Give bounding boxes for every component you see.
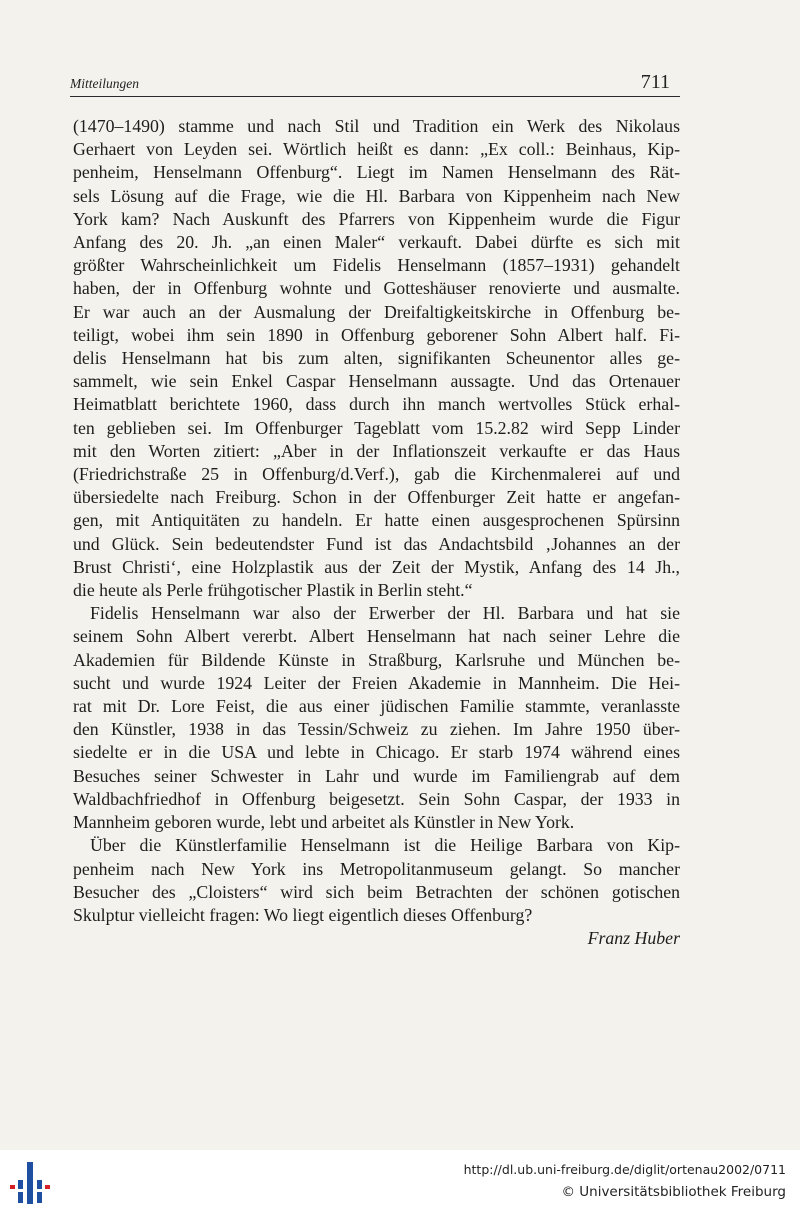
text-line: Besucher des „Cloisters“ wird sich beim Betrachten der schönen gotischen xyxy=(73,881,680,902)
text-line: ten geblieben sei. Im Offenburger Tageblatt vom 15.2.82 wird Sepp Linder xyxy=(73,417,680,438)
text-line: penheim, Henselmann Offenburg“. Liegt im Namen Henselmann des Rät- xyxy=(73,162,680,183)
page-number: 711 xyxy=(640,71,670,93)
text-line: Heimatblatt berichtete 1960, dass durch ihn manch wertvolles Stück erhal- xyxy=(73,394,680,415)
text-line: (Friedrichstraße 25 in Offenburg/d.Verf.), gab die Kirchenmalerei auf und xyxy=(73,464,680,485)
copyright-notice: © Universitätsbibliothek Freiburg xyxy=(561,1184,786,1200)
text-line: den Künstler, 1938 in das Tessin/Schweiz zu ziehen. Im Jahre 1950 über- xyxy=(73,719,680,740)
text-line: teiligt, wobei ihm sein 1890 in Offenburg geborener Sohn Albert half. Fi- xyxy=(73,324,680,345)
article-text xyxy=(73,115,680,950)
text-line: sels Lösung auf die Frage, wie die Hl. Barbara von Kippenheim nach New xyxy=(73,185,680,206)
text-line: Akademien für Bildende Künste in Straßburg, Karlsruhe und München be- xyxy=(73,649,680,670)
text-line: haben, der in Offenburg wohnte und Gotteshäuser renovierte und ausmalte. xyxy=(73,278,680,299)
text-line: sucht und wurde 1924 Leiter der Freien Akademie in Mannheim. Die Hei- xyxy=(73,672,680,693)
text-line: Er war auch an der Ausmalung der Dreifaltigkeitskirche in Offenburg be- xyxy=(73,301,680,322)
running-header xyxy=(70,70,680,97)
text-line: penheim nach New York ins Metropolitanmuseum gelangt. So mancher xyxy=(73,858,680,879)
text-line: Brust Christi‘, eine Holzplastik aus der Zeit der Mystik, Anfang des 14 Jh., xyxy=(73,556,680,577)
text-line: (1470–1490) stamme und nach Stil und Tradition ein Werk des Nikolaus xyxy=(73,116,680,136)
text-line: Mannheim geboren wurde, lebt und arbeitet als Künstler in New York. xyxy=(73,812,575,833)
text-line: gen, mit Antiquitäten zu handeln. Er hatte einen ausgesprochenen Spürsinn xyxy=(73,510,680,531)
text-line: Anfang des 20. Jh. „an einen Maler“ verkauft. Dabei dürfte es sich mit xyxy=(73,232,680,253)
text-line: und Glück. Sein bedeutendster Fund ist das Andachtsbild ‚Johannes an der xyxy=(73,533,680,554)
text-line: größter Wahrscheinlichkeit um Fidelis Henselmann (1857–1931) gehandelt xyxy=(73,255,680,276)
ub-freiburg-logo-icon[interactable] xyxy=(10,1162,50,1204)
text-line: Waldbachfriedhof in Offenburg beigesetzt. Sein Sohn Caspar, der 1933 in xyxy=(73,788,680,809)
text-line: mit den Worten zitiert: „Aber in der Inflationszeit verkaufte er das Haus xyxy=(73,440,680,461)
text-line: Besuches seiner Schwester in Lahr und wurde im Familiengrab auf dem xyxy=(73,765,680,786)
text-line: übersiedelte nach Freiburg. Schon in der Offenburger Zeit hatte er angefan- xyxy=(73,487,680,508)
text-line: die heute als Perle frühgotischer Plastik in Berlin steht.“ xyxy=(73,580,473,601)
permalink-url[interactable]: http://dl.ub.uni-freiburg.de/diglit/ortenau2002/0711 xyxy=(463,1162,786,1177)
author-signature: Franz Huber xyxy=(587,928,680,949)
text-line: seinem Sohn Albert vererbt. Albert Henselmann hat nach seiner Lehre die xyxy=(73,626,680,647)
text-line: rat mit Dr. Lore Feist, die aus einer jüdischen Familie stammte, veranlasste xyxy=(73,696,680,717)
library-footer xyxy=(0,1150,800,1212)
text-line: Über die Künstlerfamilie Henselmann ist die Heilige Barbara von Kip- xyxy=(90,835,680,856)
running-title: Mitteilungen xyxy=(70,76,139,91)
text-line: siedelte er in die USA und lebte in Chicago. Er starb 1974 während eines xyxy=(73,742,680,763)
text-line: York kam? Nach Auskunft des Pfarrers von Kippenheim wurde die Figur xyxy=(73,208,680,229)
text-line: sammelt, wie sein Enkel Caspar Henselmann aussagte. Und das Ortenauer xyxy=(73,371,680,392)
text-line: Gerhaert von Leyden sei. Wörtlich heißt es dann: „Ex coll.: Beinhaus, Kip- xyxy=(73,139,680,160)
text-line: Skulptur vielleicht fragen: Wo liegt eigentlich dieses Offenburg? xyxy=(73,904,533,925)
text-line: Fidelis Henselmann war also der Erwerber der Hl. Barbara und hat sie xyxy=(90,603,680,624)
text-line: delis Henselmann hat bis zum alten, signifikanten Scheunentor alles ge- xyxy=(73,348,680,369)
